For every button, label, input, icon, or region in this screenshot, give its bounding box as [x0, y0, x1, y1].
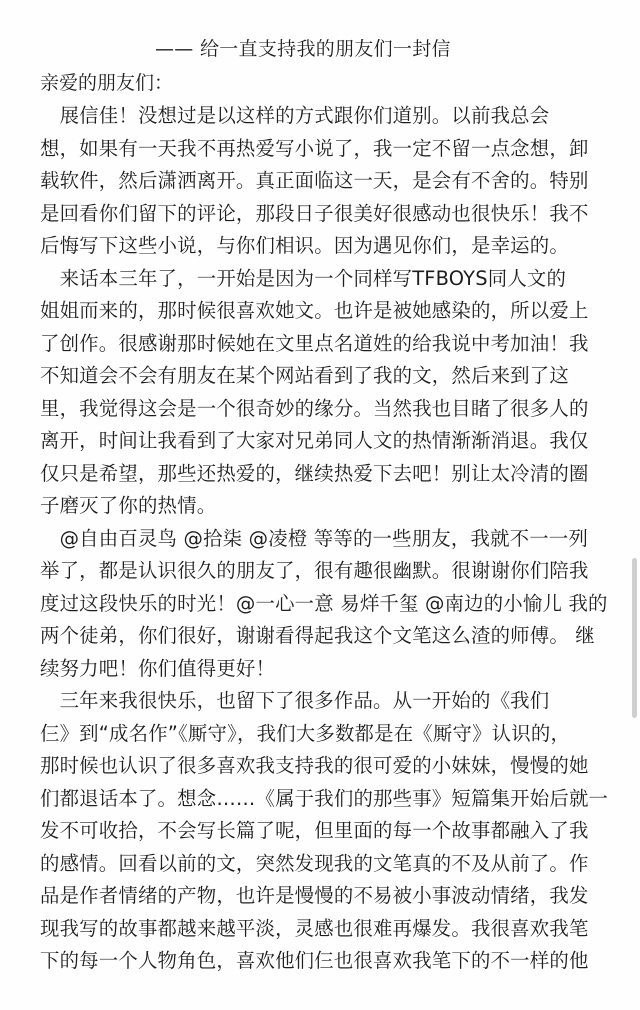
letter-line: 离开，时间让我看到了大家对兄弟同人文的热情渐渐消退。我仅 [40, 429, 589, 452]
letter-line: 展信佳！没想过是以这样的方式跟你们道别。以前我总会 [40, 104, 550, 127]
letter-greeting: 亲爱的朋友们： [40, 72, 174, 94]
scrollbar-thumb[interactable] [632, 558, 637, 718]
letter-line: 来话本三年了，一开始是因为一个同样写TFBOYS同人文的 [40, 266, 567, 290]
letter-line: 们都退话本了。想念……《属于我们的那些事》短篇集开始后就一 [40, 786, 609, 810]
letter-line: 仅只是希望，那些还热爱的，继续热爱下去吧！别让太冷清的圈 [40, 461, 589, 485]
letter-line: 品是作者情绪的产物，也许是慢慢的不易被小事波动情绪，我发 [40, 884, 589, 907]
letter-line: 姐姐而来的，那时候很喜欢她文。也许是被她感染的，所以爱上 [40, 299, 589, 322]
letter-line: 度过这段快乐的时光！@一心一意 易烊千玺 @南边的小愉儿 我的 [40, 591, 608, 615]
letter-line: @自由百灵鸟 @拾柒 @凌橙 等等的一些朋友，我就不一一列 [40, 526, 589, 550]
letter-line: 那时候也认识了很多喜欢我支持我的很可爱的小妹妹，慢慢的她 [40, 754, 589, 777]
letter-line: 不知道会不会有朋友在某个网站看到了我的文，然后来到了这 [40, 364, 569, 387]
letter-line: 举了，都是认识很久的朋友了，很有趣很幽默。很谢谢你们陪我 [40, 559, 589, 582]
letter-line: 三年来我很快乐，也留下了很多作品。从一开始的《我们 [40, 689, 550, 712]
letter-line: 子磨灭了你的热情。 [40, 494, 217, 517]
letter-title: —— 给一直支持我的朋友们一封信 [155, 38, 451, 60]
letter-line: 下的每一个人物角色，喜欢他们仨也很喜欢我笔下的不一样的他 [40, 949, 589, 972]
letter-line: 两个徒弟，你们很好，谢谢看得起我这个文笔这么渣的师傅。 继 [40, 624, 595, 647]
letter-body [40, 100, 609, 978]
letter-line: 现我写的故事都越来越平淡，灵感也很难再爆发。我很喜欢我笔 [40, 916, 589, 940]
letter-line: 后悔写下这些小说，与你们相识。因为遇见你们，是幸运的。 [40, 234, 569, 257]
letter-line: 了创作。很感谢那时候她在文里点名道姓的给我说中考加油！我 [40, 331, 589, 355]
letter-line: 想，如果有一天我不再热爱写小说了，我一定不留一点念想，卸 [40, 136, 589, 160]
letter-line: 里，我觉得这会是一个很奇妙的缘分。当然我也目睹了很多人的 [40, 396, 589, 420]
letter-line: 续努力吧！你们值得更好！ [40, 656, 276, 680]
letter-line: 的感情。回看以前的文，突然发现我的文笔真的不及从前了。作 [40, 851, 589, 875]
letter-line: 是回看你们留下的评论，那段日子很美好很感动也很快乐！我不 [40, 201, 589, 225]
letter-line: 仨》到“成名作”《厮守》，我们大多数都是在《厮守》认识的， [40, 721, 571, 745]
letter-line: 发不可收拾，不会写长篇了呢，但里面的每一个故事都融入了我 [40, 819, 589, 842]
letter-line: 载软件，然后潇洒离开。真正面临这一天，是会有不舍的。特别 [40, 169, 589, 192]
